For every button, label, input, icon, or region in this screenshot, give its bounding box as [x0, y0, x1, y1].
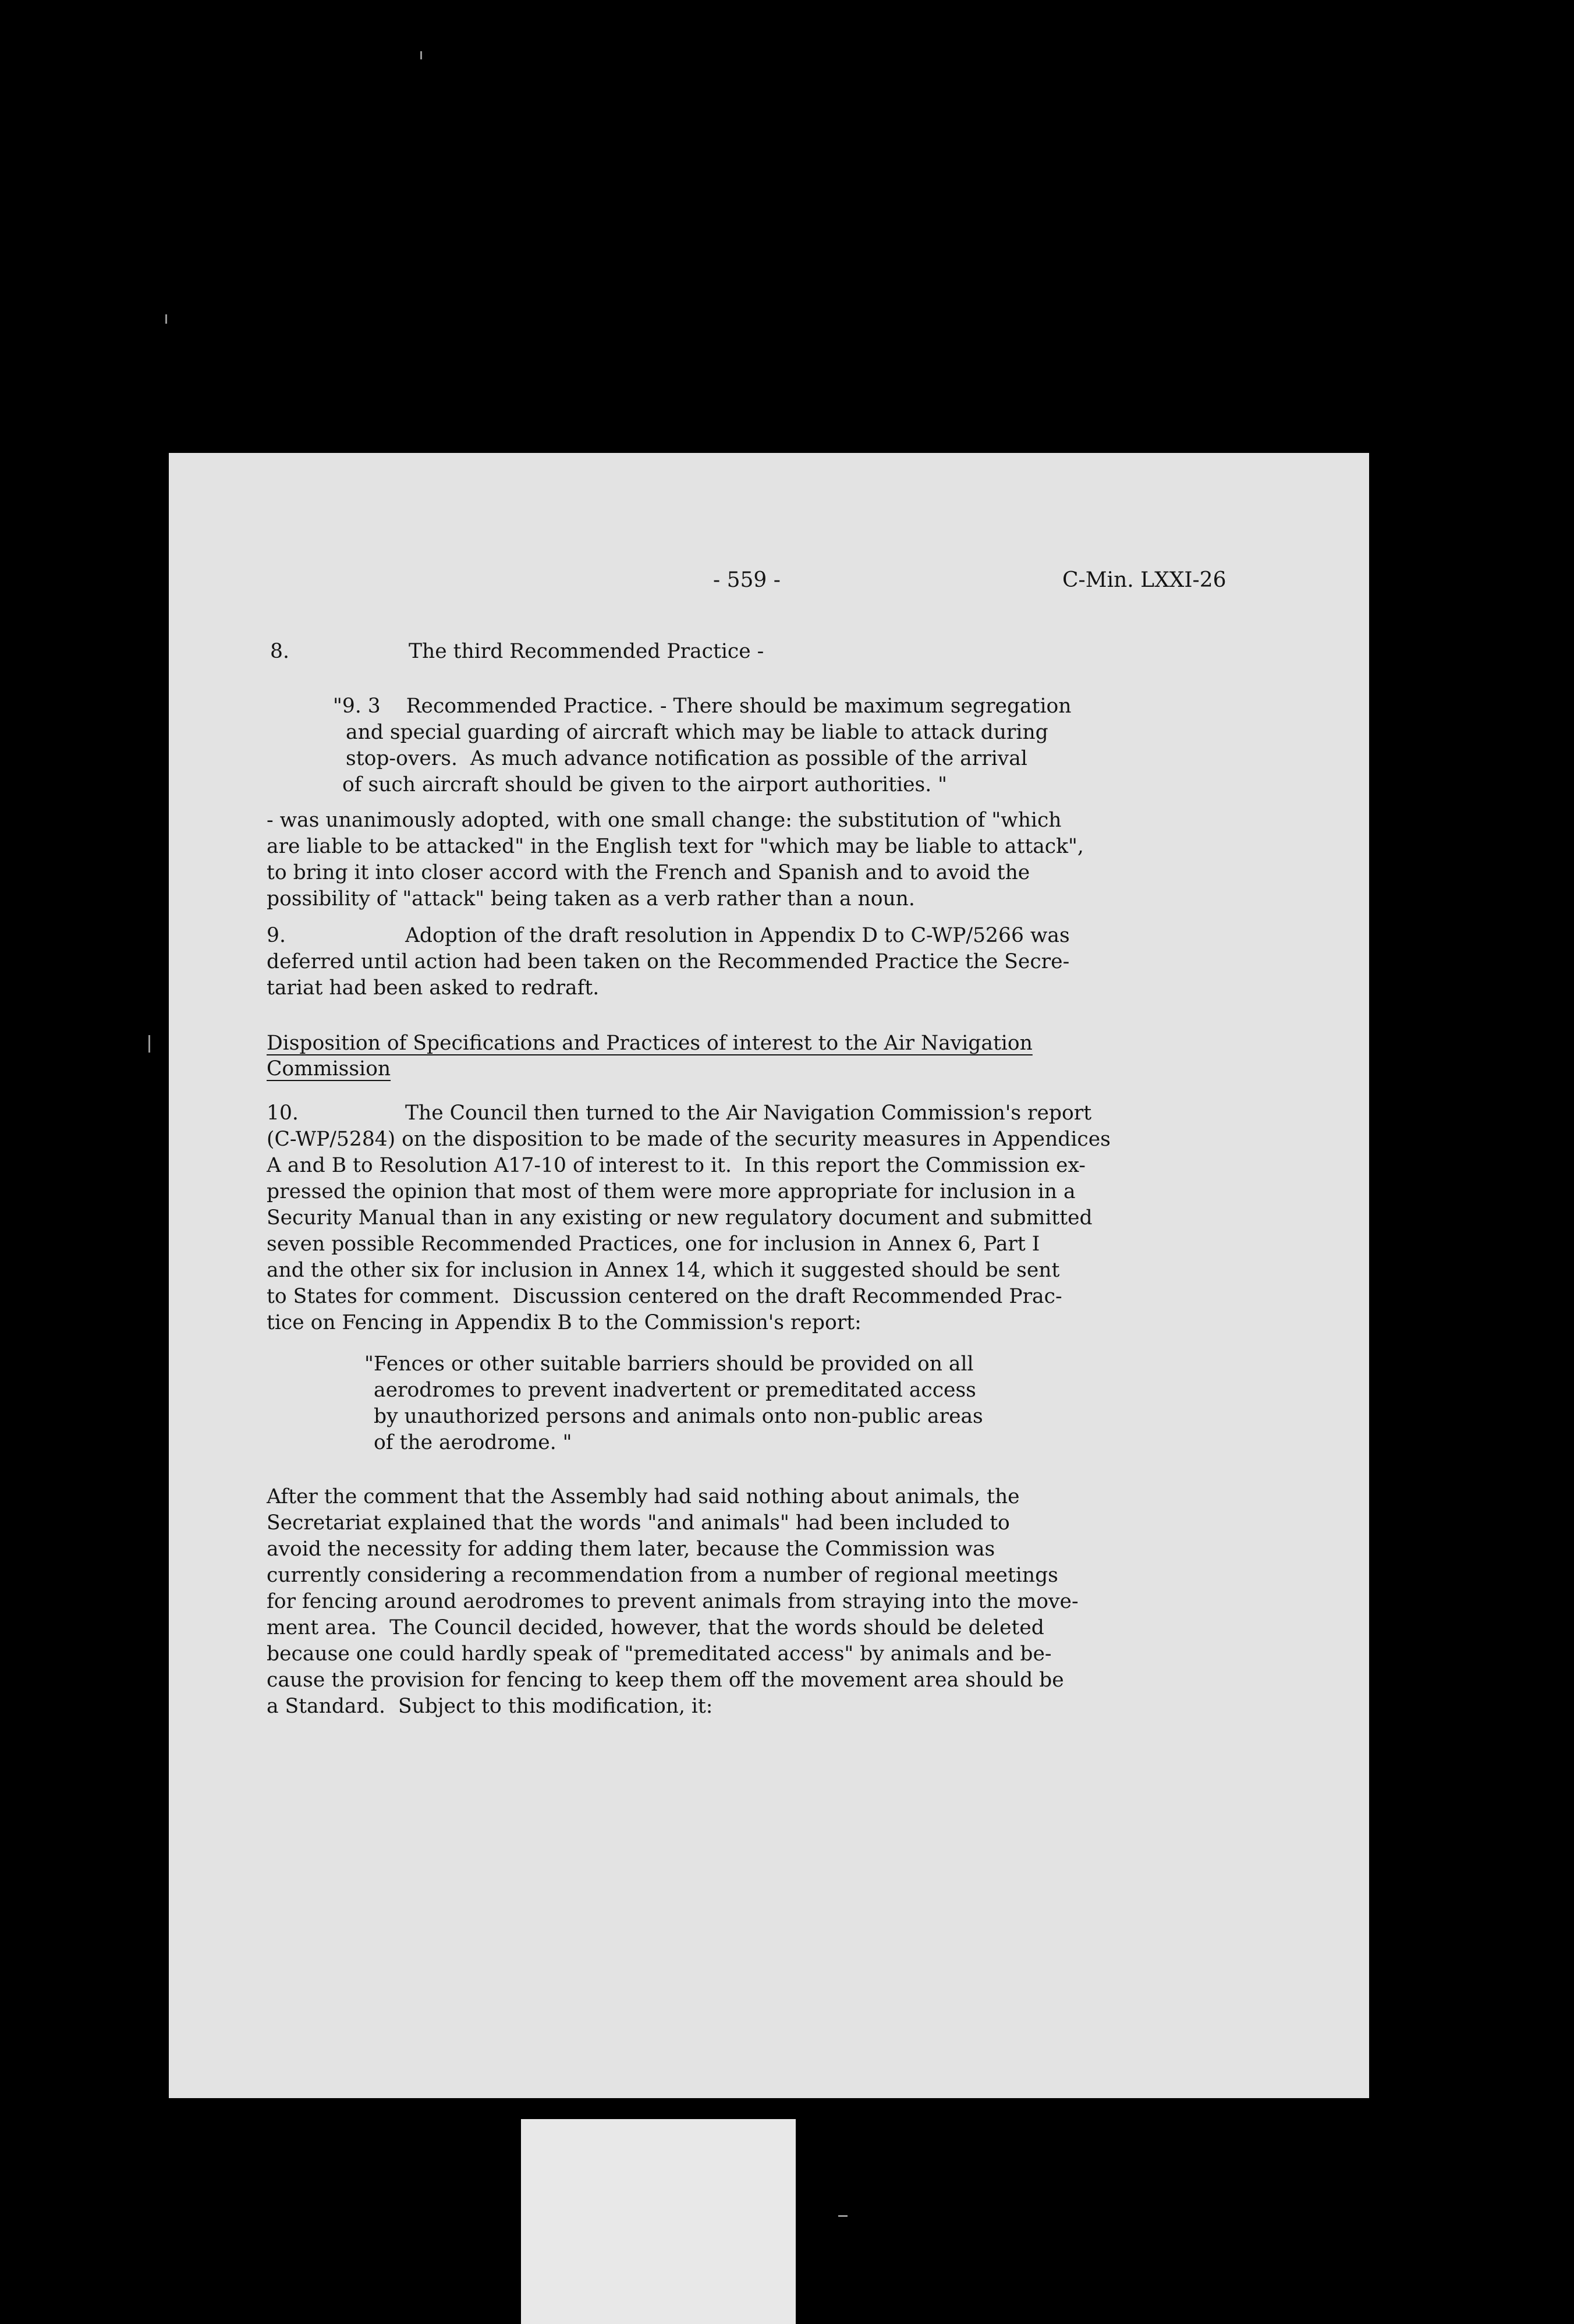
body-line: Security Manual than in any existing or new regulatory document and submitted: [267, 1206, 1093, 1230]
body-line: (C-WP/5284) on the disposition to be made of the security measures in Appendices: [267, 1128, 1111, 1151]
body-line: Secretariat explained that the words "and animals" had been included to: [267, 1511, 1010, 1535]
paragraph-8-number: 8.: [270, 640, 289, 663]
document-page: [169, 453, 1369, 2098]
quote-line: stop-overs. As much advance notification as possible of the arrival: [346, 747, 1027, 770]
body-line: and the other six for inclusion in Annex 14, which it suggested should be sent: [267, 1259, 1060, 1282]
body-line: seven possible Recommended Practices, one for inclusion in Annex 6, Part I: [267, 1232, 1040, 1256]
body-line: - was unanimously adopted, with one small change: the substitution of "which: [267, 809, 1062, 832]
document-reference: C-Min. LXXI-26: [1062, 568, 1226, 592]
quote-line: "9. 3 Recommended Practice. - There should be maximum segregation: [333, 695, 1072, 718]
page-number: - 559 -: [713, 568, 781, 592]
quote-line: aerodromes to prevent inadvertent or premeditated access: [374, 1379, 976, 1402]
body-line: After the comment that the Assembly had said nothing about animals, the: [267, 1485, 1020, 1508]
body-line: to States for comment. Discussion centered on the draft Recommended Prac-: [267, 1285, 1062, 1308]
paragraph-10-first-line: The Council then turned to the Air Navigation Commission's report: [405, 1101, 1092, 1125]
body-line: to bring it into closer accord with the French and Spanish and to avoid the: [267, 861, 1030, 884]
heading-line: Disposition of Specifications and Practices of interest to the Air Navigation: [267, 1032, 1033, 1055]
quote-line: of such aircraft should be given to the airport authorities. ": [342, 773, 948, 796]
quote-line: and special guarding of aircraft which may be liable to attack during: [346, 721, 1048, 744]
body-line: for fencing around aerodromes to prevent animals from straying into the move-: [267, 1590, 1079, 1613]
paragraph-8-title: The third Recommended Practice -: [409, 640, 764, 663]
quote-line: by unauthorized persons and animals onto non-public areas: [374, 1405, 983, 1428]
body-line: because one could hardly speak of "premeditated access" by animals and be-: [267, 1642, 1052, 1666]
film-speck: [838, 2215, 848, 2217]
body-line: pressed the opinion that most of them were more appropriate for inclusion in a: [267, 1180, 1076, 1203]
body-line: A and B to Resolution A17-10 of interest to it. In this report the Commission ex-: [267, 1154, 1086, 1177]
paper-slip: [521, 2119, 796, 2324]
body-line: possibility of "attack" being taken as a verb rather than a noun.: [267, 887, 915, 911]
body-line: a Standard. Subject to this modification, it:: [267, 1695, 713, 1718]
film-speck: [165, 314, 167, 324]
body-line: avoid the necessity for adding them later, because the Commission was: [267, 1537, 995, 1561]
body-line: are liable to be attacked" in the English text for "which may be liable to attack",: [267, 835, 1084, 858]
film-speck: [420, 51, 422, 59]
paragraph-10-number: 10.: [267, 1101, 299, 1125]
body-line: currently considering a recommendation from a number of regional meetings: [267, 1564, 1058, 1587]
quote-line: of the aerodrome. ": [374, 1431, 572, 1454]
paragraph-9-number: 9.: [267, 924, 286, 947]
heading-line: Commission: [267, 1057, 391, 1080]
paragraph-9-first-line: Adoption of the draft resolution in Appendix D to C-WP/5266 was: [405, 924, 1070, 947]
body-line: tariat had been asked to redraft.: [267, 976, 600, 1000]
body-line: cause the provision for fencing to keep them off the movement area should be: [267, 1668, 1064, 1692]
body-line: deferred until action had been taken on the Recommended Practice the Secre-: [267, 950, 1070, 973]
body-line: tice on Fencing in Appendix B to the Commission's report:: [267, 1311, 862, 1334]
film-speck: [148, 1035, 150, 1053]
body-line: ment area. The Council decided, however, that the words should be deleted: [267, 1616, 1044, 1639]
quote-line: "Fences or other suitable barriers should be provided on all: [364, 1352, 974, 1376]
